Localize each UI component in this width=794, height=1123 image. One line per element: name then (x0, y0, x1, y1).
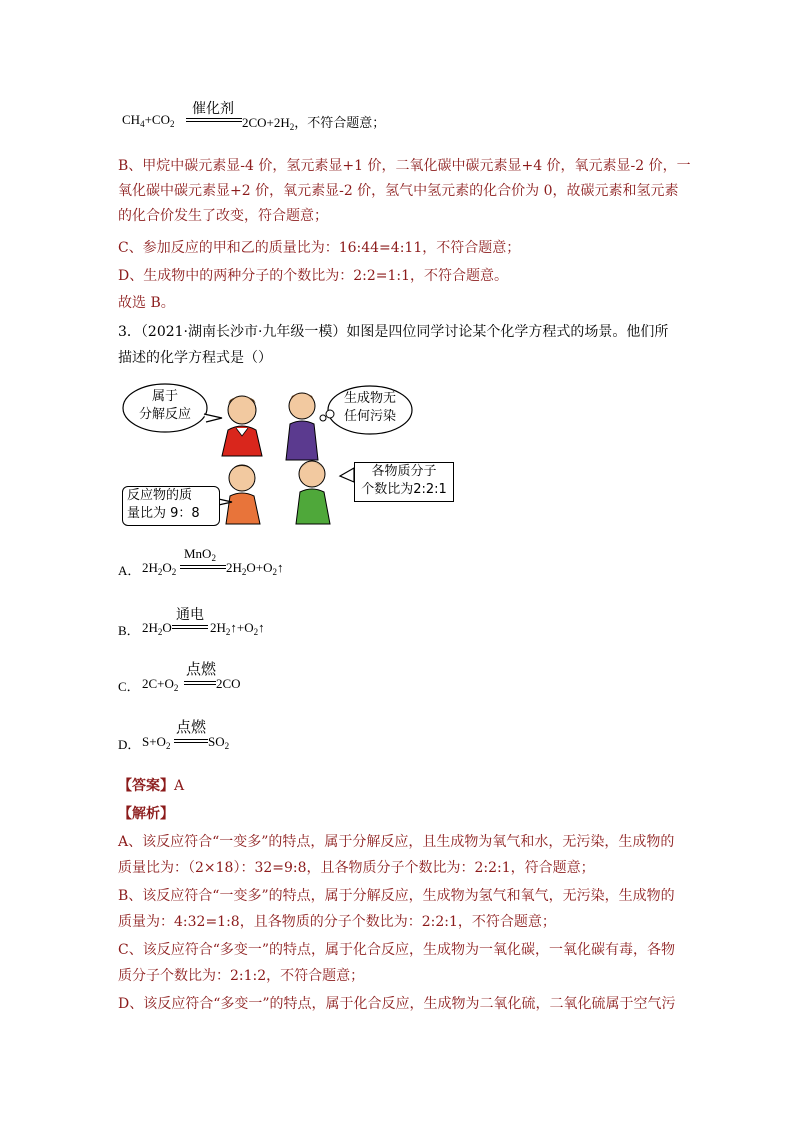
student-icon (296, 461, 330, 524)
analysis-line: 质分子个数比为：2:1:2，不符合题意； (118, 968, 365, 984)
option-b[interactable]: B． 通电 $2H_2O$ $2H_2↑+O_2↑$ (118, 608, 265, 638)
equation-condition: 催化剂 (192, 102, 234, 117)
expl-line: C、参加反应的甲和乙的质量比为：16:44=4:11，不符合题意； (118, 240, 521, 256)
student-icon (222, 396, 262, 456)
expl-line: B、甲烷中碳元素显-4 价，氢元素显+1 价，二氧化碳中碳元素显+4 价，氧元素显-2 价，一 (118, 158, 691, 174)
option-d[interactable]: D． 点燃 $S+O_2$ $SO_2$ (118, 720, 230, 752)
speech-bubble-molecule-ratio: 各物质分子 个数比为2:2:1 (354, 462, 454, 502)
answer-line: 【答案】A (118, 778, 185, 794)
speech-bubble-decomposition: 属于 分解反应 (138, 389, 191, 422)
discussion-illustration (118, 378, 468, 528)
thought-bubble-no-pollution: 生成物无 任何污染 (343, 391, 396, 424)
student-icon (226, 465, 260, 524)
analysis-line: D、该反应符合“多变一”的特点，属于化合反应，生成物为二氧化硫，二氧化硫属于空气污 (118, 996, 676, 1012)
analysis-line: B、该反应符合“一变多”的特点，属于分解反应，生成物为氢气和氧气，无污染，生成物的 (118, 888, 675, 904)
equation-top: 催化剂 $CH_4+CO_2$ $2CO+2H_2$，不符合题意； (118, 98, 418, 134)
expl-line: 故选 B。 (118, 295, 175, 311)
analysis-line: 质量为：4:32=1:8，且各物质的分子个数比为：2:2:1，不符合题意； (118, 914, 556, 930)
analysis-line: C、该反应符合“多变一”的特点，属于化合反应，生成物为一氧化碳，一氧化碳有毒，各物 (118, 942, 676, 958)
question-line: 描述的化学方程式是（） (118, 350, 272, 366)
analysis-line: A、该反应符合“一变多”的特点，属于分解反应，且生成物为氧气和水，无污染，生成物的 (118, 834, 675, 850)
analysis-tag: 【解析】 (118, 806, 174, 822)
analysis-line: 质量比为：（2×18）：32=9:8，且各物质分子个数比为：2:2:1，符合题意； (118, 860, 595, 876)
expl-line: 氧化碳中碳元素显+2 价，氧元素显-2 价，氢气中氢元素的化合价为 0，故碳元素和氢元素 (118, 183, 679, 199)
expl-line: 的化合价发生了改变，符合题意； (118, 208, 328, 224)
question-line: 3．（2021·湖南长沙市·九年级一模）如图是四位同学讨论某个化学方程式的场景。他们所 (118, 324, 669, 340)
option-a[interactable]: A． MnO$_2$ $2H_2O_2$ $2H_2O+O_2↑$ (118, 546, 284, 578)
speech-bubble-mass-ratio: 反应物的质 量比为 9：8 (122, 486, 220, 526)
student-icon (286, 393, 318, 460)
option-c[interactable]: C． 点燃 $2C+O_2$ 2CO (118, 662, 241, 694)
expl-line: D、生成物中的两种分子的个数比为：2:2=1:1，不符合题意。 (118, 268, 509, 284)
